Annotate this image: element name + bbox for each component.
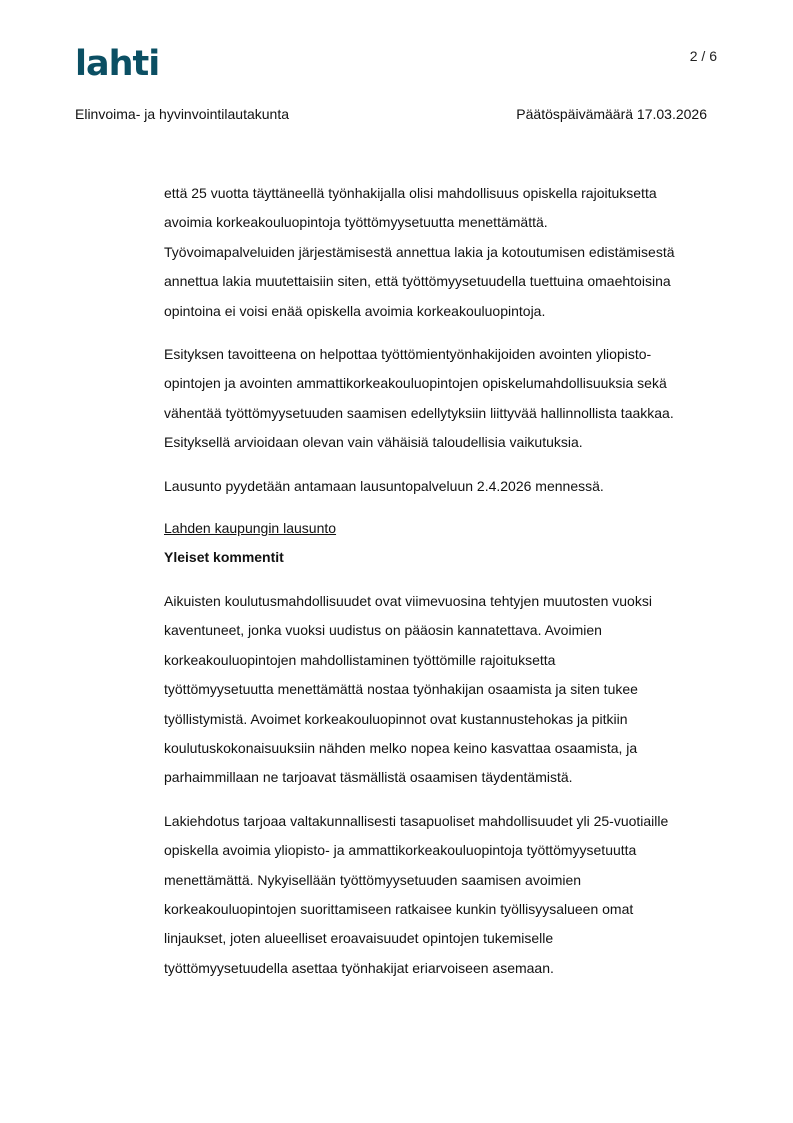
- section-heading: Yleiset kommentit: [164, 549, 284, 566]
- organization-name: Elinvoima- ja hyvinvointilautakunta: [75, 106, 289, 122]
- paragraph-3: [164, 472, 734, 501]
- paragraph-1: [164, 179, 734, 326]
- text-line: että 25 vuotta täyttäneellä työnhakijalla olisi mahdollisuus opiskella rajoituksetta: [164, 185, 657, 201]
- page-number: 2 / 6: [689, 48, 717, 64]
- paragraph-4: [164, 587, 734, 793]
- text-line: parhaimmillaan ne tarjoavat täsmällistä osaamisen täydentämistä.: [164, 769, 573, 786]
- text-line: Aikuisten koulutusmahdollisuudet ovat viimevuosina tehtyjen muutosten vuoksi: [164, 592, 652, 609]
- text-line: Lausunto pyydetään antamaan lausuntopalveluun 2.4.2026 mennessä.: [164, 477, 604, 494]
- text-line: avoimia korkeakouluopintoja työttömyysetuutta menettämättä.: [164, 214, 548, 231]
- document-body: [164, 179, 734, 983]
- text-line: linjaukset, joten alueelliset eroavaisuudet opintojen tukemiselle: [164, 930, 554, 947]
- statement-heading-link-container: [164, 501, 734, 543]
- text-line: työttömyysetuutta menettämättä nostaa työnhakijan osaamista ja siten tukee: [164, 681, 638, 698]
- text-line: opiskella avoimia yliopisto- ja ammattikorkeakouluopintoja työttömyysetuutta: [164, 842, 637, 859]
- text-line: Esityksellä arvioidaan olevan vain vähäisiä taloudellisia vaikutuksia.: [164, 434, 583, 451]
- decision-date: Päätöspäivämäärä 17.03.2026: [516, 106, 707, 122]
- text-line: vähentää työttömyysetuuden saamisen edellytyksiin liittyvää hallinnollista taakkaa.: [164, 404, 674, 421]
- paragraph-2: [164, 340, 734, 458]
- logo: lahti: [75, 44, 160, 84]
- text-line: koulutuskokonaisuuksiin nähden melko nopea keino kasvattaa osaamista, ja: [164, 739, 638, 756]
- text-line: Lakiehdotus tarjoaa valtakunnallisesti tasapuoliset mahdollisuudet yli 25-vuotiaille: [164, 812, 669, 829]
- text-line: kaventuneet, jonka vuoksi uudistus on pääosin kannatettava. Avoimien: [164, 622, 602, 639]
- text-line: korkeakouluopintojen suorittamiseen ratkaisee kunkin työllisyysalueen omat: [164, 900, 634, 917]
- statement-heading-link[interactable]: Lahden kaupungin lausunto: [164, 520, 337, 537]
- paragraph-5: [164, 807, 734, 983]
- text-line: Työvoimapalveluiden järjestämisestä annettua lakia ja kotoutumisen edistämisestä: [164, 243, 675, 260]
- text-line: opintojen ja avointen ammattikorkeakouluopintojen opiskelumahdollisuuksia sekä: [164, 375, 667, 392]
- text-line: työllistymistä. Avoimet korkeakouluopinnot ovat kustannustehokas ja pitkiin: [164, 710, 628, 727]
- text-line: annettua lakia muutettaisiin siten, että työttömyysetuudella tuettuina omaehtoisina: [164, 273, 671, 290]
- text-line: Esityksen tavoitteena on helpottaa työttömientyönhakijoiden avointen yliopisto-: [164, 346, 652, 363]
- text-line: korkeakouluopintojen mahdollistaminen työttömille rajoituksetta: [164, 651, 556, 668]
- text-line: työttömyysetuudella asettaa työnhakijat eriarvoiseen asemaan.: [164, 959, 554, 976]
- text-line: menettämättä. Nykyisellään työttömyysetuuden saamisen avoimien: [164, 871, 582, 888]
- text-line: opintoina ei voisi enää opiskella avoimia korkeakouluopintoja.: [164, 302, 546, 319]
